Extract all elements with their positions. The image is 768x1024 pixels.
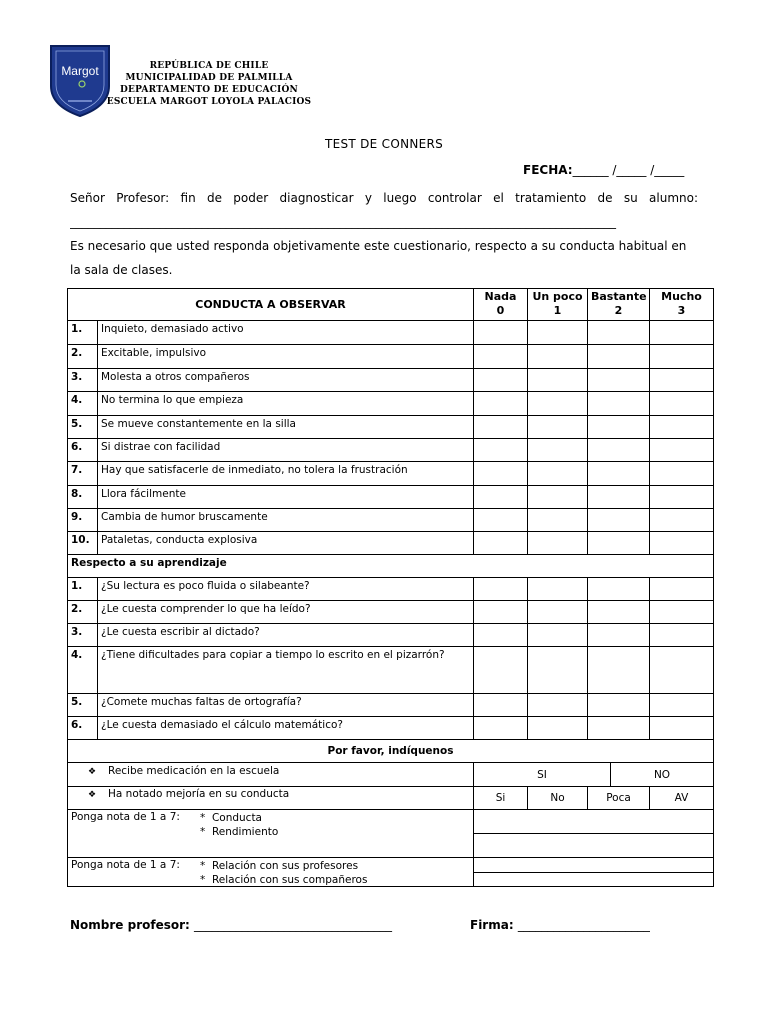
score-cell-nada[interactable] bbox=[474, 624, 528, 647]
row-number: 9. bbox=[68, 509, 98, 532]
col-un-poco bbox=[528, 289, 588, 321]
col-bastante-label: Bastante bbox=[591, 290, 647, 303]
score-cell-un-poco[interactable] bbox=[528, 321, 588, 345]
table-row bbox=[68, 416, 714, 439]
row-number: 2. bbox=[68, 345, 98, 369]
mejoria-row bbox=[68, 787, 714, 810]
score-cell-mucho[interactable] bbox=[650, 486, 714, 509]
row-question: Si distrae con facilidad bbox=[98, 439, 474, 462]
nota-profesores-field[interactable] bbox=[474, 858, 714, 873]
medicacion-text: Recibe medicación en la escuela bbox=[108, 765, 280, 777]
nota1-item-rendimiento-text: Rendimiento bbox=[211, 826, 279, 838]
medicacion-no-option[interactable]: NO bbox=[611, 763, 714, 787]
nota1-items bbox=[200, 811, 278, 839]
medicacion-question bbox=[68, 763, 474, 787]
table-row bbox=[68, 439, 714, 462]
diamond-bullet-icon: ❖ bbox=[88, 767, 97, 777]
row-number: 5. bbox=[68, 694, 98, 717]
header-line-republica: REPÚBLICA DE CHILE bbox=[149, 61, 269, 71]
table-row bbox=[68, 578, 714, 601]
score-cell-un-poco[interactable] bbox=[528, 486, 588, 509]
score-cell-bastante[interactable] bbox=[588, 345, 650, 369]
score-cell-bastante[interactable] bbox=[588, 624, 650, 647]
table-row bbox=[68, 532, 714, 555]
nota1-item-rendimiento: * Rendimiento bbox=[200, 826, 279, 838]
col-un-poco-score: 1 bbox=[553, 304, 562, 317]
score-cell-un-poco[interactable] bbox=[528, 532, 588, 555]
header-line-escuela: ESCUELA MARGOT LOYOLA PALACIOS bbox=[106, 97, 312, 107]
table-row bbox=[68, 321, 714, 345]
table-row bbox=[68, 717, 714, 740]
score-cell-bastante[interactable] bbox=[588, 321, 650, 345]
row-question: ¿Su lectura es poco fluida o silabeante? bbox=[98, 578, 474, 601]
firma-label: Firma: bbox=[470, 918, 514, 932]
date-field[interactable] bbox=[523, 163, 684, 177]
col-mucho-label: Mucho bbox=[661, 290, 702, 303]
medicacion-row bbox=[68, 763, 714, 787]
nota1-item-conducta-text: Conducta bbox=[211, 812, 262, 824]
score-cell-un-poco[interactable] bbox=[528, 601, 588, 624]
date-label: FECHA: bbox=[523, 163, 573, 177]
row-number: 3. bbox=[68, 624, 98, 647]
score-cell-mucho[interactable] bbox=[650, 694, 714, 717]
mejoria-si-option[interactable]: Si bbox=[474, 787, 528, 810]
score-cell-un-poco[interactable] bbox=[528, 509, 588, 532]
nota2-cell bbox=[68, 858, 474, 887]
table-row bbox=[68, 392, 714, 416]
row-question: ¿Le cuesta escribir al dictado? bbox=[98, 624, 474, 647]
score-cell-un-poco[interactable] bbox=[528, 416, 588, 439]
mejoria-no-option[interactable]: No bbox=[528, 787, 588, 810]
table-row bbox=[68, 462, 714, 486]
nota2-item-companeros-text: Relación con sus compañeros bbox=[211, 874, 368, 886]
row-number: 3. bbox=[68, 369, 98, 392]
nota1-row-a bbox=[68, 810, 714, 834]
table-header-row bbox=[68, 289, 714, 321]
row-question: Llora fácilmente bbox=[98, 486, 474, 509]
row-question: Hay que satisfacerle de inmediato, no tolera la frustración bbox=[98, 462, 474, 486]
row-number: 2. bbox=[68, 601, 98, 624]
logo-text: Margot bbox=[61, 64, 99, 78]
row-number: 4. bbox=[68, 647, 98, 694]
score-cell-mucho[interactable] bbox=[650, 717, 714, 740]
score-cell-un-poco[interactable] bbox=[528, 717, 588, 740]
mejoria-poca-option[interactable]: Poca bbox=[588, 787, 650, 810]
score-cell-bastante[interactable] bbox=[588, 462, 650, 486]
score-cell-mucho[interactable] bbox=[650, 647, 714, 694]
row-number: 5. bbox=[68, 416, 98, 439]
row-question: Inquieto, demasiado activo bbox=[98, 321, 474, 345]
col-mucho bbox=[650, 289, 714, 321]
score-cell-bastante[interactable] bbox=[588, 694, 650, 717]
score-cell-nada[interactable] bbox=[474, 509, 528, 532]
row-question: Cambia de humor bruscamente bbox=[98, 509, 474, 532]
row-number: 7. bbox=[68, 462, 98, 486]
score-cell-mucho[interactable] bbox=[650, 345, 714, 369]
score-cell-nada[interactable] bbox=[474, 578, 528, 601]
profesor-label: Nombre profesor: bbox=[70, 918, 190, 932]
score-cell-bastante[interactable] bbox=[588, 717, 650, 740]
student-name-blank[interactable]: ___________________________________________________________________________________________ bbox=[70, 215, 616, 229]
score-cell-un-poco[interactable] bbox=[528, 624, 588, 647]
header-line-departamento: DEPARTAMENTO DE EDUCACIÓN bbox=[120, 85, 298, 95]
table-row bbox=[68, 345, 714, 369]
score-cell-un-poco[interactable] bbox=[528, 462, 588, 486]
table-row bbox=[68, 369, 714, 392]
table-row bbox=[68, 694, 714, 717]
score-cell-nada[interactable] bbox=[474, 439, 528, 462]
score-cell-mucho[interactable] bbox=[650, 392, 714, 416]
nota-rendimiento-field[interactable] bbox=[474, 834, 714, 858]
score-cell-bastante[interactable] bbox=[588, 647, 650, 694]
score-cell-nada[interactable] bbox=[474, 532, 528, 555]
table-row bbox=[68, 486, 714, 509]
firma-blank[interactable]: ______________________ bbox=[517, 918, 650, 932]
row-question: Excitable, impulsivo bbox=[98, 345, 474, 369]
score-cell-bastante[interactable] bbox=[588, 486, 650, 509]
mejoria-question bbox=[68, 787, 474, 810]
score-cell-nada[interactable] bbox=[474, 647, 528, 694]
nota2-item-companeros: * Relación con sus compañeros bbox=[200, 874, 368, 886]
row-number: 6. bbox=[68, 717, 98, 740]
score-cell-nada[interactable] bbox=[474, 486, 528, 509]
aprendizaje-title: Respecto a su aprendizaje bbox=[68, 555, 714, 578]
score-cell-bastante[interactable] bbox=[588, 578, 650, 601]
school-shield-logo bbox=[48, 42, 112, 118]
diamond-bullet-icon: ❖ bbox=[88, 790, 97, 800]
mejoria-text: Ha notado mejoría en su conducta bbox=[108, 788, 290, 800]
col-mucho-score: 3 bbox=[677, 304, 686, 317]
score-cell-bastante[interactable] bbox=[588, 416, 650, 439]
intro-line: Señor Profesor: fin de poder diagnosticar y luego controlar el tratamiento de su alumno: bbox=[70, 191, 698, 205]
score-cell-nada[interactable] bbox=[474, 416, 528, 439]
score-cell-mucho[interactable] bbox=[650, 416, 714, 439]
row-question: No termina lo que empieza bbox=[98, 392, 474, 416]
row-number: 4. bbox=[68, 392, 98, 416]
nota2-items bbox=[200, 859, 367, 887]
score-cell-un-poco[interactable] bbox=[528, 345, 588, 369]
score-cell-bastante[interactable] bbox=[588, 509, 650, 532]
row-number: 8. bbox=[68, 486, 98, 509]
col-bastante bbox=[588, 289, 650, 321]
score-cell-un-poco[interactable] bbox=[528, 392, 588, 416]
score-cell-un-poco[interactable] bbox=[528, 578, 588, 601]
row-number: 1. bbox=[68, 321, 98, 345]
nota2-label: Ponga nota de 1 a 7: bbox=[71, 859, 180, 871]
score-cell-nada[interactable] bbox=[474, 369, 528, 392]
aprendizaje-section-row bbox=[68, 555, 714, 578]
row-number: 10. bbox=[68, 532, 98, 555]
instructions-paragraph: Es necesario que usted responda objetivamente este cuestionario, respecto a su conducta habitual en la sala de clases. bbox=[70, 239, 687, 277]
score-cell-mucho[interactable] bbox=[650, 462, 714, 486]
score-cell-mucho[interactable] bbox=[650, 509, 714, 532]
conducta-header: CONDUCTA A OBSERVAR bbox=[68, 289, 474, 321]
row-question: Molesta a otros compañeros bbox=[98, 369, 474, 392]
nota1-label: Ponga nota de 1 a 7: bbox=[71, 811, 180, 823]
score-cell-bastante[interactable] bbox=[588, 439, 650, 462]
medicacion-si-option[interactable]: SI bbox=[474, 763, 611, 787]
row-question: Pataletas, conducta explosiva bbox=[98, 532, 474, 555]
score-cell-mucho[interactable] bbox=[650, 601, 714, 624]
nota2-row-a bbox=[68, 858, 714, 873]
nota2-item-profesores-text: Relación con sus profesores bbox=[211, 860, 359, 872]
nota-conducta-field[interactable] bbox=[474, 810, 714, 834]
table-row bbox=[68, 624, 714, 647]
score-cell-un-poco[interactable] bbox=[528, 694, 588, 717]
score-cell-nada[interactable] bbox=[474, 392, 528, 416]
row-number: 6. bbox=[68, 439, 98, 462]
score-cell-mucho[interactable] bbox=[650, 578, 714, 601]
score-cell-un-poco[interactable] bbox=[528, 647, 588, 694]
score-cell-nada[interactable] bbox=[474, 321, 528, 345]
institution-header bbox=[104, 60, 314, 108]
score-cell-nada[interactable] bbox=[474, 717, 528, 740]
score-cell-bastante[interactable] bbox=[588, 601, 650, 624]
col-nada bbox=[474, 289, 528, 321]
score-cell-bastante[interactable] bbox=[588, 369, 650, 392]
score-cell-un-poco[interactable] bbox=[528, 439, 588, 462]
por-favor-row bbox=[68, 740, 714, 763]
header-line-municipalidad: MUNICIPALIDAD DE PALMILLA bbox=[125, 73, 293, 83]
nota-companeros-field[interactable] bbox=[474, 872, 714, 887]
por-favor-title: Por favor, indíquenos bbox=[68, 740, 714, 763]
score-cell-mucho[interactable] bbox=[650, 624, 714, 647]
row-number: 1. bbox=[68, 578, 98, 601]
table-row bbox=[68, 647, 714, 694]
score-cell-mucho[interactable] bbox=[650, 532, 714, 555]
profesor-signature-field[interactable] bbox=[70, 918, 392, 932]
firma-field[interactable] bbox=[470, 918, 650, 932]
col-nada-score: 0 bbox=[496, 304, 505, 317]
score-cell-nada[interactable] bbox=[474, 694, 528, 717]
table-row bbox=[68, 601, 714, 624]
nota1-cell bbox=[68, 810, 474, 858]
score-cell-bastante[interactable] bbox=[588, 532, 650, 555]
conners-form-table bbox=[67, 288, 714, 887]
row-question: ¿Comete muchas faltas de ortografía? bbox=[98, 694, 474, 717]
document-title: TEST DE CONNERS bbox=[324, 137, 444, 151]
row-question: ¿Le cuesta demasiado el cálculo matemático? bbox=[98, 717, 474, 740]
date-blanks[interactable]: ______ /_____ /_____ bbox=[572, 163, 685, 177]
score-cell-mucho[interactable] bbox=[650, 369, 714, 392]
score-cell-nada[interactable] bbox=[474, 601, 528, 624]
row-question: Se mueve constantemente en la silla bbox=[98, 416, 474, 439]
score-cell-mucho[interactable] bbox=[650, 321, 714, 345]
row-question: ¿Le cuesta comprender lo que ha leído? bbox=[98, 601, 474, 624]
col-un-poco-label: Un poco bbox=[532, 290, 583, 303]
nota2-item-profesores: * Relación con sus profesores bbox=[200, 860, 359, 872]
score-cell-nada[interactable] bbox=[474, 345, 528, 369]
table-row bbox=[68, 509, 714, 532]
score-cell-mucho[interactable] bbox=[650, 439, 714, 462]
row-question: ¿Tiene dificultades para copiar a tiempo lo escrito en el pizarrón? bbox=[98, 647, 474, 694]
nota1-item-conducta: * Conducta bbox=[200, 812, 262, 824]
score-cell-bastante[interactable] bbox=[588, 392, 650, 416]
col-nada-label: Nada bbox=[484, 290, 517, 303]
profesor-blank[interactable]: _________________________________ bbox=[194, 918, 393, 932]
score-cell-un-poco[interactable] bbox=[528, 369, 588, 392]
col-bastante-score: 2 bbox=[614, 304, 623, 317]
score-cell-nada[interactable] bbox=[474, 462, 528, 486]
mejoria-av-option[interactable]: AV bbox=[650, 787, 714, 810]
